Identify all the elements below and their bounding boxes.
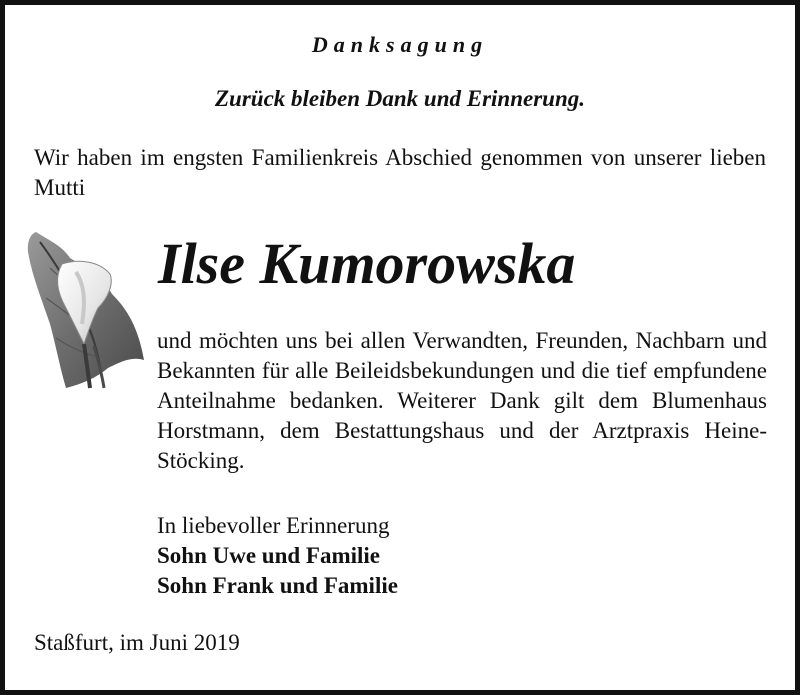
family-signature-2: Sohn Frank und Familie bbox=[157, 573, 398, 598]
family-signature-1: Sohn Uwe und Familie bbox=[157, 543, 381, 568]
place-date: Staßfurt, im Juni 2019 bbox=[34, 630, 240, 655]
notice-subheading: Zurück bleiben Dank und Erinnerung. bbox=[214, 86, 586, 111]
intro-text: Wir haben im engsten Familienkreis Abschied genommen von unserer lieben Mutti bbox=[34, 145, 766, 200]
closing-line: In liebevoller Erinnerung bbox=[157, 513, 390, 538]
calla-lily-icon bbox=[22, 228, 150, 394]
notice-heading: Danksagung bbox=[311, 32, 489, 57]
thanks-paragraph: und möchten uns bei allen Verwandten, Freunden, Nachbarn und Bekannten für alle Beileidsbekundungen und die tief empfundene Anteilnahme bedanken. Weiterer Dank gilt dem Blumenhaus Horstmann, dem Bestattungshaus und der Arztpraxis Heine-Stöcking. bbox=[157, 328, 767, 473]
deceased-name: Ilse Kumorowska bbox=[158, 231, 576, 296]
